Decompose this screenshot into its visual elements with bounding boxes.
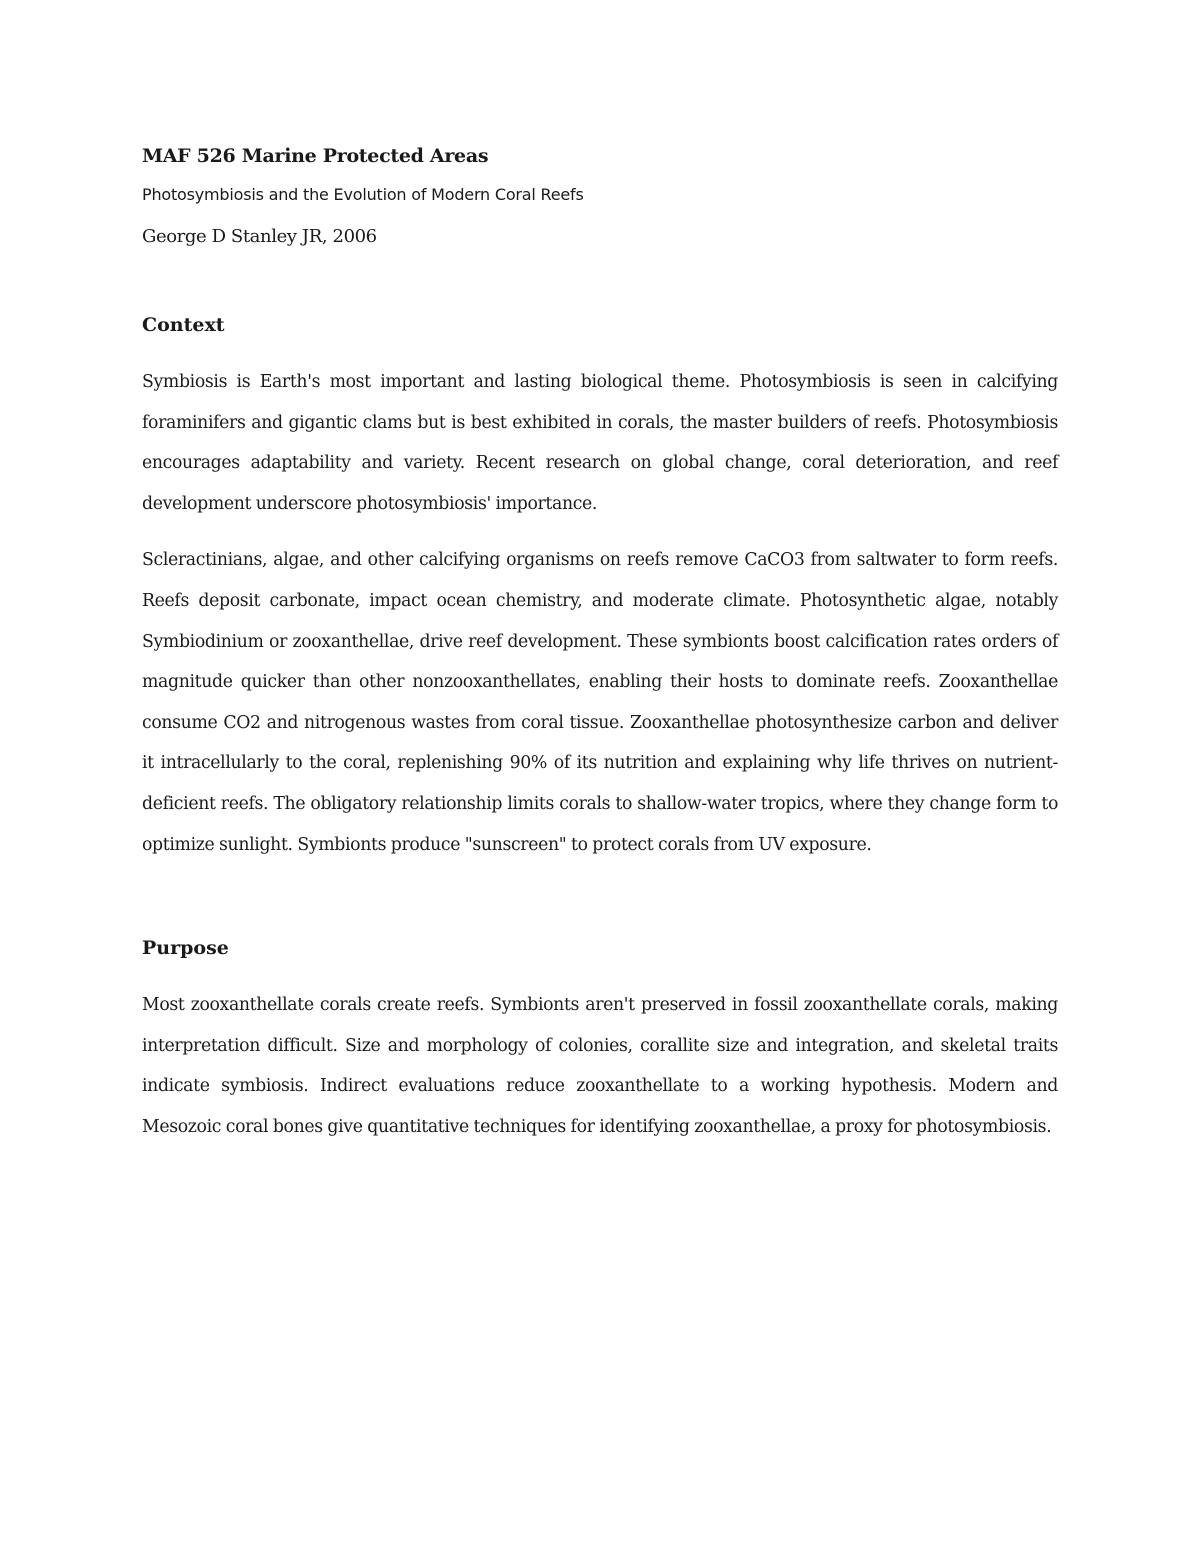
author-line: George D Stanley JR, 2006 <box>142 226 377 247</box>
section-heading-context: Context <box>142 314 225 336</box>
document-page <box>142 140 1058 1148</box>
paragraph: Symbiosis is Earth's most important and lasting biological theme. Photosymbiosis is seen in calcifying foraminifers and gigantic clams but is best exhibited in corals, the master builders of reefs. Photosymbiosis encourages adaptability and variety. Recent research on global change, coral deterioration, and reef development underscore photosymbiosis' importance. <box>142 372 1058 514</box>
paper-title: Photosymbiosis and the Evolution of Modern Coral Reefs <box>142 185 584 204</box>
paragraph: Scleractinians, algae, and other calcifying organisms on reefs remove CaCO3 from saltwater to form reefs. Reefs deposit carbonate, impact ocean chemistry, and moderate climate. Photosynthetic algae, notably Symbiodinium or zooxanthellae, drive reef development. These symbionts boost calcification rates orders of magnitude quicker than other nonzooxanthellates, enabling their hosts to dominate reefs. Zooxanthellae consume CO2 and nitrogenous wastes from coral tissue. Zooxanthellae photosynthesize carbon and deliver it intracellularly to the coral, replenishing 90% of its nutrition and explaining why life thrives on nutrient-deficient reefs. The obligatory relationship limits corals to shallow-water tropics, where they change form to optimize sunlight. Symbionts produce "sunscreen" to protect corals from UV exposure. <box>142 550 1058 855</box>
purpose-section <box>142 933 1058 1147</box>
paragraph: Most zooxanthellate corals create reefs. Symbionts aren't preserved in fossil zooxanthellate corals, making interpretation difficult. Size and morphology of colonies, corallite size and integration, and skeletal traits indicate symbiosis. Indirect evaluations reduce zooxanthellate to a working hypothesis. Modern and Mesozoic coral bones give quantitative techniques for identifying zooxanthellae, a proxy for photosymbiosis. <box>142 995 1058 1137</box>
section-heading-purpose: Purpose <box>142 937 229 960</box>
context-section <box>142 310 1058 865</box>
course-title: MAF 526 Marine Protected Areas <box>142 145 489 167</box>
